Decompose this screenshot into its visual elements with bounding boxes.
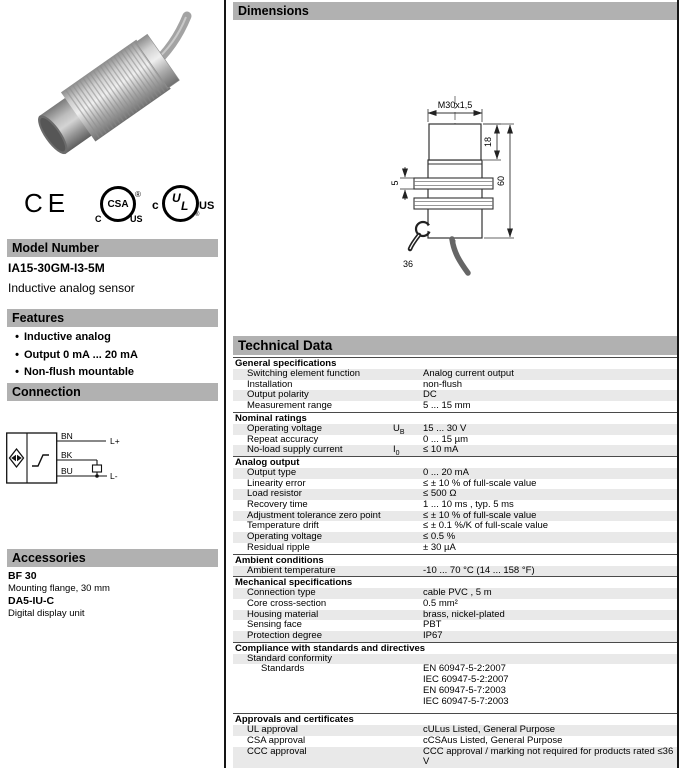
spec-row bbox=[233, 664, 677, 707]
spec-value: 0.5 mm² bbox=[423, 597, 458, 609]
spec-label: Linearity error bbox=[247, 477, 306, 489]
spec-label: Load resistor bbox=[247, 488, 302, 500]
spec-label: Output polarity bbox=[247, 389, 309, 401]
accessory-description: Mounting flange, 30 mm bbox=[8, 583, 110, 594]
certification-row bbox=[0, 182, 224, 228]
model-code: IA15-30GM-I3-5M bbox=[8, 261, 105, 275]
spec-label: Output type bbox=[247, 466, 297, 478]
spec-label: Installation bbox=[247, 378, 293, 390]
spec-section-header: Approvals and certificates bbox=[233, 713, 677, 725]
spec-row bbox=[233, 631, 677, 642]
spec-row bbox=[233, 566, 677, 577]
spec-value: cULus Listed, General Purpose bbox=[423, 724, 556, 736]
accessories-header: Accessories bbox=[7, 549, 218, 567]
svg-text:36: 36 bbox=[403, 259, 414, 269]
spec-value: non-flush bbox=[423, 378, 463, 390]
features-list bbox=[10, 330, 220, 383]
spec-value: ± 30 µA bbox=[423, 541, 456, 553]
spec-label: CSA approval bbox=[247, 734, 306, 746]
svg-text:L+: L+ bbox=[110, 436, 120, 446]
bullet-icon: • bbox=[15, 348, 19, 361]
spec-value: EN 60947-5-2:2007 IEC 60947-5-2:2007 EN 60947-5-7:2003 IEC 60947-5-7:2003 bbox=[423, 663, 509, 707]
spec-label: Operating voltage bbox=[247, 531, 322, 543]
spec-label: No-load supply current bbox=[247, 444, 343, 456]
accessory-code: BF 30 bbox=[8, 570, 37, 582]
spec-value: ≤ 10 mA bbox=[423, 444, 459, 456]
feature-item: • Inductive analog bbox=[10, 330, 220, 348]
cable bbox=[452, 239, 468, 273]
accessories-list bbox=[8, 570, 218, 620]
spec-row bbox=[233, 736, 677, 747]
analog-output-symbol-icon bbox=[32, 455, 49, 466]
registered-icon: ® bbox=[135, 190, 141, 199]
ce-mark-icon: CE bbox=[24, 188, 71, 218]
product-photo bbox=[20, 4, 205, 176]
spec-label: Switching element function bbox=[247, 368, 361, 379]
spec-section-header: Analog output bbox=[233, 456, 677, 468]
svg-text:BU: BU bbox=[61, 466, 73, 476]
right-column bbox=[233, 0, 677, 768]
model-description: Inductive analog sensor bbox=[8, 281, 135, 295]
spec-section-header: Mechanical specifications bbox=[233, 576, 677, 588]
spec-symbol: $I_0$ bbox=[393, 444, 400, 458]
spec-section-header: Ambient conditions bbox=[233, 554, 677, 566]
svg-text:M30x1,5: M30x1,5 bbox=[437, 100, 473, 110]
spec-value: ≤ ± 0.1 %/K of full-scale value bbox=[423, 520, 549, 532]
spec-value: IP67 bbox=[423, 630, 443, 642]
bullet-icon: • bbox=[15, 366, 19, 378]
spec-label: Adjustment tolerance zero point bbox=[247, 509, 381, 521]
spec-label: Temperature drift bbox=[247, 520, 319, 532]
spec-value: 0 ... 20 mA bbox=[423, 466, 469, 478]
ul-mark-icon: c U L ® US bbox=[152, 184, 212, 228]
features-header: Features bbox=[7, 309, 218, 327]
technical-data-header: Technical Data bbox=[233, 336, 677, 355]
spec-label: Ambient temperature bbox=[247, 564, 336, 576]
connection-header: Connection bbox=[7, 383, 218, 401]
spec-value: 1 ... 10 ms , typ. 5 ms bbox=[423, 499, 514, 511]
spec-value: PBT bbox=[423, 619, 442, 631]
sensor-body bbox=[29, 33, 181, 164]
svg-text:BN: BN bbox=[61, 431, 73, 441]
spec-value: brass, nickel-plated bbox=[423, 608, 505, 620]
spec-label: CCC approval bbox=[247, 745, 307, 757]
spec-label: Protection degree bbox=[247, 630, 322, 642]
accessory-description: Digital display unit bbox=[8, 608, 85, 619]
svg-text:18: 18 bbox=[483, 136, 493, 148]
technical-table bbox=[233, 357, 677, 768]
dimensions-header: Dimensions bbox=[233, 2, 677, 20]
spec-symbol: $U_B$ bbox=[393, 422, 405, 436]
spec-label: Recovery time bbox=[247, 499, 308, 511]
spec-label: Repeat accuracy bbox=[247, 433, 319, 445]
spec-row bbox=[233, 401, 677, 412]
spec-label: Residual ripple bbox=[247, 541, 310, 553]
spec-label: Sensing face bbox=[247, 619, 302, 631]
bullet-icon: • bbox=[15, 331, 19, 343]
spec-value: CCC approval / marking not required for products rated ≤36 V bbox=[423, 745, 674, 768]
spec-value: -10 ... 70 °C (14 ... 158 °F) bbox=[423, 564, 535, 576]
spec-value: ≤ 0.5 % bbox=[423, 531, 456, 543]
column-divider bbox=[224, 0, 226, 768]
hex-nut bbox=[414, 178, 493, 189]
svg-text:5: 5 bbox=[390, 180, 400, 186]
left-column bbox=[0, 0, 224, 768]
svg-text:BK: BK bbox=[61, 450, 73, 460]
spec-label: Standard conformity bbox=[247, 652, 333, 664]
spec-label: Measurement range bbox=[247, 400, 333, 412]
spec-label: Operating voltage bbox=[247, 422, 322, 434]
svg-text:60: 60 bbox=[496, 175, 506, 187]
spec-label: Housing material bbox=[247, 608, 319, 620]
spec-value: ≤ 500 Ω bbox=[423, 488, 457, 500]
spec-value: 0 ... 15 µm bbox=[423, 433, 469, 445]
spec-value: DC bbox=[423, 389, 437, 401]
spec-value: ≤ ± 10 % of full-scale value bbox=[423, 509, 537, 521]
spec-row bbox=[233, 747, 677, 768]
csa-mark-icon: ® CSA C US bbox=[94, 184, 144, 228]
spec-row bbox=[233, 424, 677, 435]
right-border bbox=[677, 0, 679, 768]
spec-section-header: Compliance with standards and directives bbox=[233, 642, 677, 654]
registered-icon: ® bbox=[195, 212, 200, 218]
spec-label: Core cross-section bbox=[247, 597, 327, 609]
hex-nut bbox=[414, 198, 493, 209]
spec-value: 5 ... 15 mm bbox=[423, 400, 471, 412]
inductive-sensor-symbol-icon bbox=[10, 449, 24, 467]
feature-item: • Output 0 mA ... 20 mA bbox=[10, 348, 220, 366]
dimension-drawing bbox=[233, 22, 677, 332]
spec-section-header: General specifications bbox=[233, 357, 677, 369]
svg-text:L-: L- bbox=[110, 471, 118, 481]
spec-label: Standards bbox=[261, 663, 305, 675]
spec-value: ≤ ± 10 % of full-scale value bbox=[423, 477, 537, 489]
accessory-code: DA5-IU-C bbox=[8, 595, 55, 607]
spec-value: cable PVC , 5 m bbox=[423, 587, 492, 599]
feature-item: • Non-flush mountable bbox=[10, 365, 220, 383]
spec-label: Connection type bbox=[247, 587, 316, 599]
spec-value: Analog current output bbox=[423, 368, 514, 379]
spec-value: cCSAus Listed, General Purpose bbox=[423, 734, 563, 746]
load-resistor-icon bbox=[93, 465, 102, 472]
spec-label: UL approval bbox=[247, 724, 298, 736]
spec-row bbox=[233, 543, 677, 554]
connection-diagram bbox=[6, 428, 226, 490]
spec-value: 15 ... 30 V bbox=[423, 422, 467, 434]
model-number-header: Model Number bbox=[7, 239, 218, 257]
spec-section-header: Nominal ratings bbox=[233, 412, 677, 424]
spec-row bbox=[233, 445, 677, 456]
